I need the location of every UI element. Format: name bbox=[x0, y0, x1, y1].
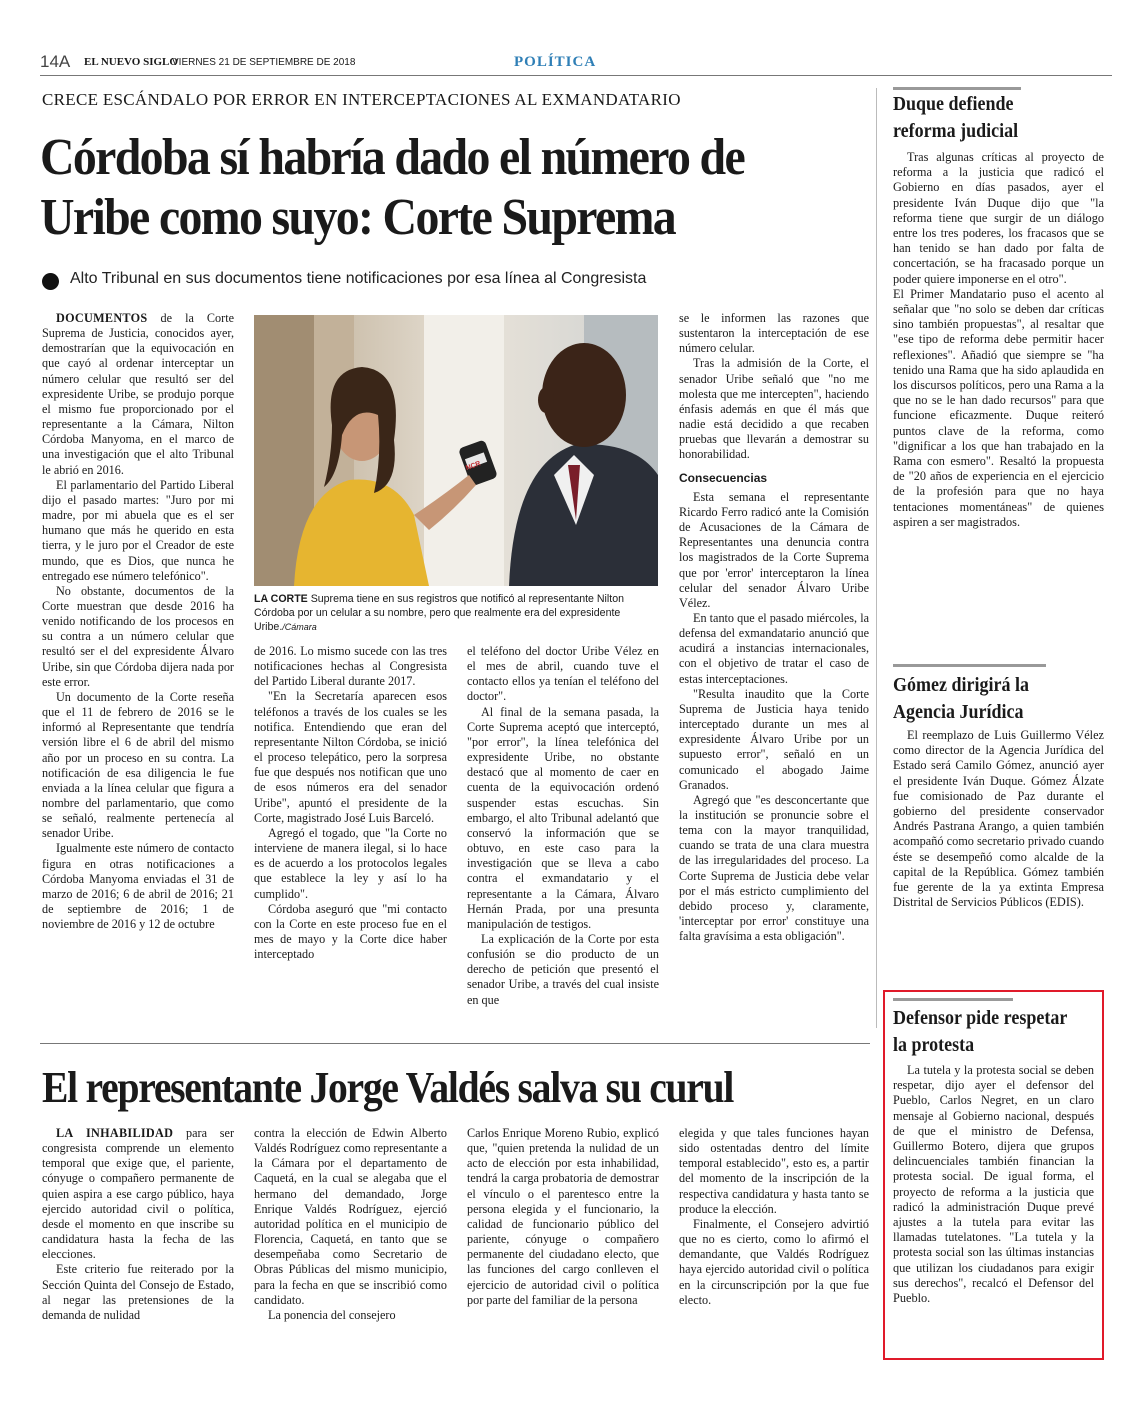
paragraph: se le informen las razones que sustentaron la interceptación de ese número celular. bbox=[679, 311, 869, 356]
paragraph: elegida y que tales funciones hayan sido ostentadas dentro del límite temporal establecido", esto es, a partir del momento de la inscripción de la respectiva candidatura y hasta tanto se produce la elección. bbox=[679, 1126, 869, 1216]
paragraph: de 2016. Lo mismo sucede con las tres notificaciones hechas al Congresista del Partido Liberal durante 2017. bbox=[254, 644, 447, 689]
paragraph: El parlamentario del Partido Liberal dijo el pasado martes: "Juro por mi madre, por mi abuela que es el ser humano que más he querido en esta tierra, y le juro por el Creador de este mundo, que es Dios, que nunca he entregado ese número telefónico". bbox=[42, 477, 234, 583]
sidebar-divider bbox=[876, 88, 877, 1028]
paragraph: La explicación de la Corte por esta confusión se dio producto de un derecho de petición que presentó el senador Uribe, a través del cual insiste en que bbox=[467, 931, 659, 1007]
issue-date: VIERNES 21 DE SEPTIEMBRE DE 2018 bbox=[172, 57, 356, 68]
paragraph: El Primer Mandatario puso el acento al señalar que "no solo se deben dar críticas sino también propuestas", al resaltar que "ese tipo de reforma debe permitir hacer reflexiones". Añadió que siempre se "ha tenido una Rama que ha sido aplaudida en los discursos políticos, pero una Rama a la que no se le han dado recursos" para que funcione eficazmente. Duque reiteró puntos clave de la reforma, como "dignificar a los que han trabajado en la Rama con esmero". Resaltó la propuesta de "20 años de experiencia en el ejercicio de la profesión para que no haya tentaciones momentáneas" de quienes aspiren a ser magistrados. bbox=[893, 286, 1104, 529]
header-rule bbox=[40, 75, 1112, 76]
photo-credit: /Cámara bbox=[282, 622, 317, 632]
paragraph-text: de la Corte Suprema de Justicia, conocidos ayer, demostrarían que la equivocación en que cayó al ordenar interceptar un número celular que resultó ser del expresidente Uribe, se produjo porque el mismo fue proporcionado por el representante a la Cámara, Nilton Córdoba Manyoma, en el marco de una investigación que el alto Tribunal le abrió en 2016. bbox=[42, 311, 234, 477]
second-column-4 bbox=[679, 1126, 869, 1308]
paragraph: Esta semana el representante Ricardo Ferro radicó ante la Comisión de Acusaciones de la Cámara de Representantes una denuncia contra los magistrados de la Corte Suprema que por 'error' interceptaron la línea celular del senador Álvaro Uribe Vélez. bbox=[679, 489, 869, 610]
sidebar-story-2 bbox=[893, 728, 1104, 910]
sidebar-title-3: Defensor pide respetar la protesta bbox=[893, 1007, 1067, 1056]
lead-in: LA INHABILIDAD bbox=[56, 1126, 174, 1140]
paragraph: Carlos Enrique Moreno Rubio, explicó que, "quien pretenda la nulidad de un acto de elección por esta inhabilidad, tendrá la carga probatoria de demostrar el vínculo o el parentesco entre la persona elegida y el funcionario, la calidad de funcionario público del pariente, cónyuge o compañero permanente del ciudadano electo, que las funciones del cargo conlleven el ejercicio de autoridad civil o política por parte del familiar de la persona bbox=[467, 1126, 659, 1307]
main-column-1 bbox=[42, 311, 234, 932]
paragraph: Un documento de la Corte reseña que el 11 de febrero de 2016 se le informó al Representante que tendría versión libre el 6 de abril del mismo año por un proceso en su contra. La notificación de esa diligencia le fue enviada a la línea celular que figura a nombre del parlamentario, que como se señaló, realmente pertenecía al senador Uribe. bbox=[42, 689, 234, 841]
photo-caption bbox=[254, 592, 658, 634]
paragraph: Finalmente, el Consejero advirtió que no es cierto, como lo afirmó el demandante, que Valdés Rodríguez haya ejercido autoridad civil o política en la circunscripción por la que fue electo. bbox=[679, 1216, 869, 1307]
sidebar-top-rule bbox=[893, 87, 1021, 90]
sidebar-story-1 bbox=[893, 150, 1104, 530]
paragraph: En tanto que el pasado miércoles, la defensa del exmandatario anunció que acudirá a instancias internacionales, con el objetivo de tratar el caso de estas interceptaciones. bbox=[679, 610, 869, 686]
interview-illustration bbox=[254, 315, 658, 586]
paragraph: Igualmente este número de contacto figura en otras notificaciones a Córdoba Manyoma enviadas el 31 de marzo de 2016; 6 de abril de 2016; 21 de septiembre de 2016; 1 de noviembre de 2016 y 12 de octubre bbox=[42, 841, 234, 932]
paragraph: Agregó que "es desconcertante que la institución se pronuncie sobre el tema con la mayor tranquilidad, cuando se trata de una clara muestra de las irregularidades del proceso. La Corte Suprema de Justicia debe velar por el más estricto cumplimiento del debido proceso y, claramente, 'interceptar por error' constituye una falta gravísima a esta obligación". bbox=[679, 792, 869, 944]
main-column-3 bbox=[467, 644, 659, 1008]
paragraph: La tutela y la protesta social se deben respetar, dijo ayer el defensor del Pueblo, Carlos Negret, en un claro mensaje al Gobierno nacional, después de que el ministro de Defensa, Guillermo Botero, dijera que grupos delincuenciales también financian la protesta social. De igual forma, el proyecto de reforma a la justicia que radicó la administración Duque prevé ajustes a la tutela para evitar las llamadas tutelatones. "La tutela y la protesta social son las últimas instancias que utilizan los ciudadanos para exigir sus derechos", recalcó el Defensor del Pueblo. bbox=[893, 1063, 1094, 1306]
second-column-3 bbox=[467, 1126, 659, 1308]
main-column-2 bbox=[254, 644, 447, 962]
mic-label: NCR bbox=[465, 460, 482, 473]
lead-in: DOCUMENTOS bbox=[56, 311, 148, 325]
sidebar-rule-3 bbox=[893, 998, 1013, 1001]
main-kicker: CRECE ESCÁNDALO POR ERROR EN INTERCEPTACIONES AL EXMANDATARIO bbox=[42, 90, 681, 109]
paragraph: Al final de la semana pasada, la Corte Suprema aceptó que interceptó, "por error", la línea telefónica del expresidente Uribe, no obstante destacó que al momento de caer en cuenta de la equivocación ordenó suspender estas escuchas. Sin embargo, el alto Tribunal adelantó que conservó la información que se obtuvo, en este caso para la investigación que se lleva a cabo contra el exmandatario y el representante a la Cámara, Álvaro Hernán Prada, por una presunta manipulación de testigos. bbox=[467, 704, 659, 931]
paragraph: Tras la admisión de la Corte, el senador Uribe señaló que "no me molesta que me intercepten", haciendo énfasis además en que él más que nadie está decidido a que recaben pruebas que llevarán a demostrar su honorabilidad. bbox=[679, 356, 869, 462]
sidebar-story-3 bbox=[893, 1063, 1094, 1306]
paragraph: "En la Secretaría aparecen esos teléfonos a través de los cuales se les notifica. Entendiendo que eran del representante Nilton Córdoba, se inició el proceso telepático, pero la sorpresa fue que después nos notifican que uno de esos números era del senador Uribe", apuntó el presidente de la Corte, magistrado José Luis Barceló. bbox=[254, 689, 447, 825]
sidebar-title-2: Gómez dirigirá la Agencia Jurídica bbox=[893, 674, 1029, 723]
newspaper-name: EL NUEVO SIGLO bbox=[84, 56, 178, 68]
caption-lead: LA CORTE bbox=[254, 593, 308, 605]
paragraph: Tras algunas críticas al proyecto de reforma a la justicia que radicó el Gobierno en días pasados, ayer el presidente Iván Duque dijo que "la reforma tiene que surgir de un diálogo entre los tres poderes, los fracasos que se han tenido se han dado por falta de concertación, se ha fracasado porque un poder quiere imponerse en el otro". bbox=[893, 150, 1104, 286]
paragraph: "Resulta inaudito que la Corte Suprema de Justicia haya tenido interceptado durante un mes al expresidente Álvaro Uribe por un supuesto error", señaló en un comunicado el abogado Jaime Granados. bbox=[679, 686, 869, 792]
subhead-bullet-icon bbox=[42, 273, 59, 290]
main-column-4 bbox=[679, 311, 869, 944]
section-title: POLÍTICA bbox=[514, 54, 597, 70]
paragraph: el teléfono del doctor Uribe Vélez en el mes de abril, cuando tuve el contacto ellos ya tenían el teléfono del doctor". bbox=[467, 644, 659, 704]
page-number: 14A bbox=[40, 52, 71, 71]
paragraph: contra la elección de Edwin Alberto Valdés Rodríguez como representante a la Cámara por el departamento de Caquetá, en la cual se alegaba que el hermano del demandado, Jorge Enrique Valdés Rodríguez, ejerció autoridad política en el municipio de Florencia, Caquetá, en tanto que se desempeñaba como Secretario de Obras Públicas del mismo municipio, para la fecha en que se inscribió como candidato. bbox=[254, 1126, 447, 1307]
main-subhead: Alto Tribunal en sus documentos tiene notificaciones por esa línea al Congresista bbox=[70, 270, 647, 287]
story-divider bbox=[40, 1043, 870, 1044]
paragraph: Córdoba aseguró que "mi contacto con la Corte en este proceso fue en el mes de mayo y la Corte dice haber interceptado bbox=[254, 901, 447, 962]
paragraph: El reemplazo de Luis Guillermo Vélez como director de la Agencia Jurídica del Estado será Camilo Gómez, anunció ayer el presidente Iván Duque. Gómez Álzate fue comisionado de Paz durante el gobierno del presidente conservador Andrés Pastrana Arango, a quien también acompañó como secretario privado cuando éste se desempeñó como alcalde de la capital de la República. Gómez también fue gerente de la ya extinta Empresa Distrital de Servicios Públicos (EDIS). bbox=[893, 728, 1105, 910]
paragraph bbox=[42, 311, 234, 478]
paragraph: La ponencia del consejero bbox=[268, 1307, 396, 1322]
second-column-2 bbox=[254, 1126, 447, 1323]
paragraph: No obstante, documentos de la Corte muestran que desde 2016 ha venido notificando de los procesos en su contra a un número celular que resultó ser el del expresidente Álvaro Uribe, sin que Córdoba dijera nada por este error. bbox=[42, 583, 234, 689]
paragraph: Agregó el togado, que "la Corte no interviene de manera ilegal, si lo hace es de acuerdo a los protocolos legales que establece la ley y así lo ha cumplido". bbox=[254, 825, 447, 901]
sidebar-rule-2 bbox=[893, 664, 1046, 667]
caption-text: Suprema tiene en sus registros que notificó al representante Nilton Córdoba por un celular a su nombre, pero que realmente era del expresidente Uribe. bbox=[254, 593, 624, 633]
paragraph-text: para ser congresista comprende un elemento temporal que exige que, el pariente, cónyuge o compañero permanente de quien aspira a ese cargo público, haya ejercido autoridad civil o política, desde el momento en que inscribe su candidatura hasta la fecha de las elecciones. bbox=[42, 1126, 234, 1262]
sidebar-title-1: Duque defiende reforma judicial bbox=[893, 93, 1019, 142]
main-headline: Córdoba sí habría dado el número de Uribe como suyo: Corte Suprema bbox=[40, 129, 745, 246]
story-photo bbox=[254, 315, 658, 586]
subsection-heading: Consecuencias bbox=[679, 470, 768, 485]
second-headline: El representante Jorge Valdés salva su curul bbox=[42, 1063, 734, 1112]
paragraph bbox=[42, 1126, 234, 1262]
paragraph: Este criterio fue reiterado por la Sección Quinta del Consejo de Estado, al negar las pretensiones de la demanda de nulidad bbox=[42, 1262, 234, 1322]
second-column-1 bbox=[42, 1126, 234, 1323]
